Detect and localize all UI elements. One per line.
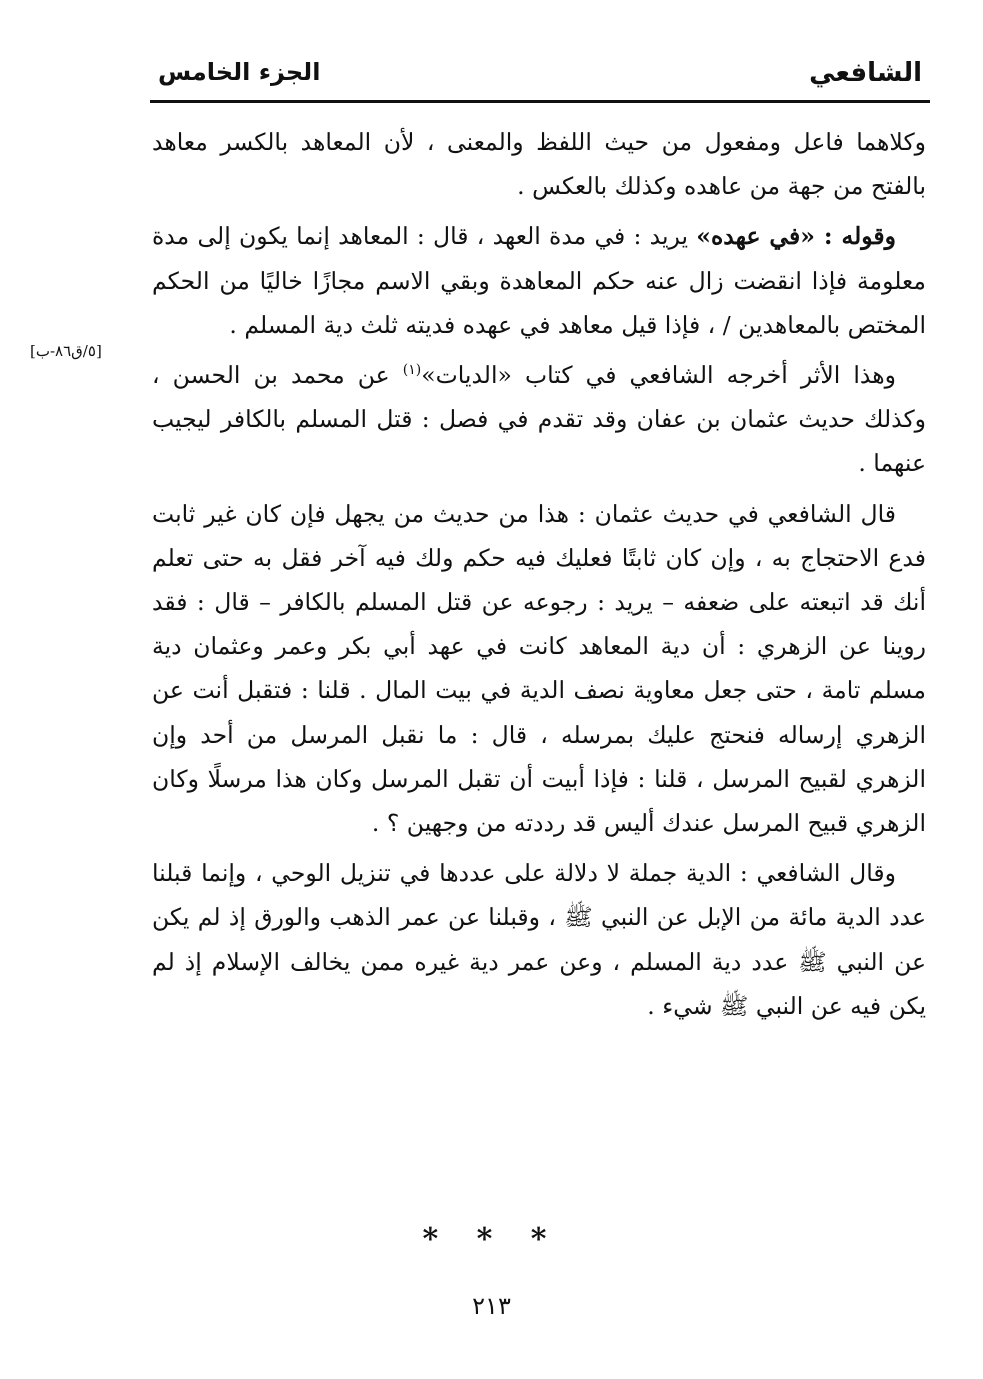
paragraph-2-text: يريد : في مدة العهد ، قال : المعاهد إنما يكون إلى مدة معلومة فإذا انقضت زال عنه حكم المعاهدة وبقي الاسم مجازًا خاليًا من الحكم المختص بالمعاهدين / ، فإذا قيل معاهد في عهده فديته ثلث دية المسلم . <box>152 222 926 339</box>
volume-label: الجزء الخامس <box>158 58 321 86</box>
paragraph-1: وكلاهما فاعل ومفعول من حيث اللفظ والمعنى ، لأن المعاهد بالكسر معاهد بالفتح من جهة من عاهده وكذلك بالعكس . <box>152 128 926 201</box>
paragraph-3-text-a: وهذا الأثر أخرجه الشافعي في كتاب «الديات» <box>421 361 896 390</box>
paragraph-2-lead: وقوله : <box>814 222 896 251</box>
page-header <box>150 52 930 100</box>
body-text <box>152 120 926 1034</box>
page-number: ٢١٣ <box>472 1292 511 1320</box>
section-separator: * * * <box>422 1222 561 1257</box>
paragraph-2 <box>152 214 926 347</box>
quoted-term: «في عهده» <box>696 222 815 251</box>
paragraph-3 <box>152 353 926 486</box>
manuscript-folio-note: [٥/ق٨٦-ب] <box>30 342 102 360</box>
paragraph-4: قال الشافعي في حديث عثمان : هذا من حديث من يجهل فإن كان غير ثابت فدع الاحتجاج به ، وإن كان ثابتًا فعليك فيه حكم ولك فيه آخر فقل به حتى تعلم أنك قد اتبعته على ضعفه – يريد : رجوعه عن قتل المسلم بالكافر – قال : فقد روينا عن الزهري : أن دية المعاهد كانت في عهد أبي بكر وعمر وعثمان دية مسلم تامة ، حتى جعل معاوية نصف الدية في بيت المال . قلنا : فتقبل أنت عن الزهري إرساله فنحتج عليك بمرسله ، قال : ما نقبل المرسل من أحد وإن الزهري لقبيح المرسل ، قلنا : فإذا أبيت أن تقبل المرسل وكان هذا مرسلًا وكان الزهري قبيح المرسل عندك أليس قد رددته من وجهين ؟ . <box>152 499 926 838</box>
footnote-reference: (١) <box>402 362 422 379</box>
paragraph-3-text-b: عن محمد بن الحسن ، وكذلك حديث عثمان بن عفان وقد تقدم في فصل : قتل المسلم بالكافر ليجيب عنهما . <box>152 361 926 478</box>
running-title: الشافعي <box>809 58 922 88</box>
paragraph-5: وقال الشافعي : الدية جملة لا دلالة على عددها في تنزيل الوحي ، وإنما قبلنا عدد الدية مائة من الإبل عن النبي ﷺ ، وقبلنا عن عمر الذهب والورق إذ لم يكن عن النبي ﷺ عدد دية المسلم ، وعن عمر دية غيره ممن يخالف الإسلام إذ لم يكن فيه عن النبي ﷺ شيء . <box>152 859 926 1020</box>
header-rule <box>150 100 930 103</box>
